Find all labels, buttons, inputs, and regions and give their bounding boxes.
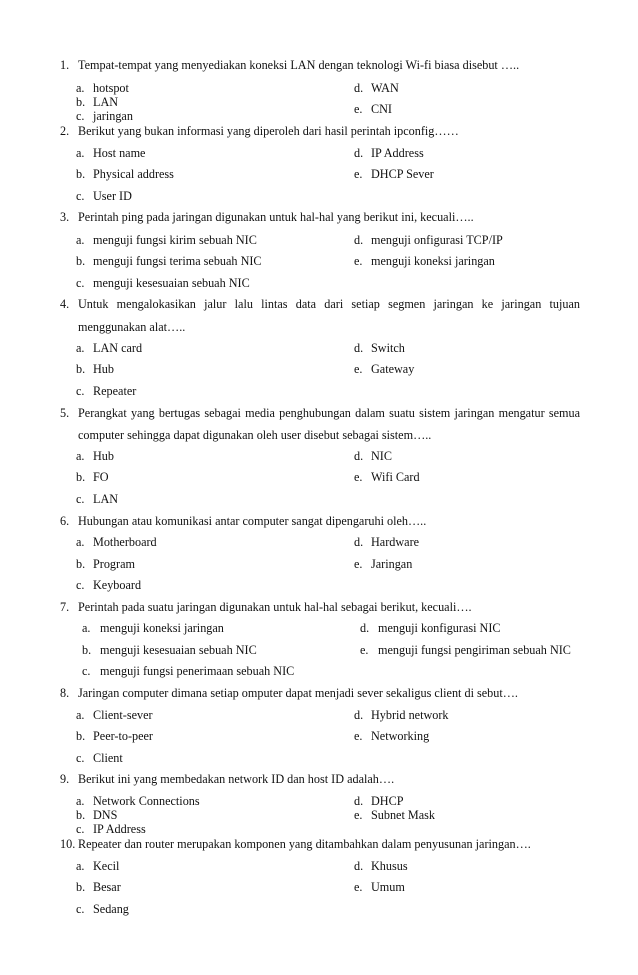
question-1-number: 1. [60, 58, 70, 72]
option-letter: e. [354, 102, 363, 116]
question-6-stem: Hubungan atau komunikasi antar computer sangat dipengaruhi oleh….. [78, 514, 427, 528]
option-letter: e. [354, 470, 363, 484]
option-text: DNS [93, 808, 118, 822]
option-text: Peer-to-peer [93, 729, 153, 743]
option-text: menguji fungsi penerimaan sebuah NIC [100, 664, 295, 678]
option-text: menguji koneksi jaringan [371, 254, 495, 268]
option-letter: c. [76, 109, 85, 123]
option-letter: b. [76, 808, 86, 822]
question-3-stem: Perintah ping pada jaringan digunakan untuk hal-hal yang berikut ini, kecuali….. [78, 210, 474, 224]
option-letter: d. [354, 535, 364, 549]
option-letter: e. [354, 557, 363, 571]
option-letter: a. [76, 146, 85, 160]
option-text: IP Address [371, 146, 424, 160]
option-text: Client-sever [93, 708, 153, 722]
option-text: Networking [371, 729, 430, 743]
option-letter: d. [354, 233, 364, 247]
question-5-stem-line2: computer sehingga dapat digunakan oleh user disebut sebagai sistem….. [78, 428, 432, 442]
option-letter: a. [76, 449, 85, 463]
question-7-number: 7. [60, 600, 70, 614]
question-6-number: 6. [60, 514, 70, 528]
question-4-number: 4. [60, 297, 70, 311]
question-9-number: 9. [60, 772, 70, 786]
option-text: jaringan [93, 109, 133, 123]
option-letter: b. [76, 880, 86, 894]
option-letter: d. [354, 341, 364, 355]
option-text: Umum [371, 880, 405, 894]
option-text: menguji kesesuaian sebuah NIC [93, 276, 250, 290]
option-text: menguji konfigurasi NIC [378, 621, 501, 635]
option-text: Wifi Card [371, 470, 420, 484]
option-letter: b. [76, 254, 86, 268]
option-text: Repeater [93, 384, 137, 398]
option-letter: b. [76, 95, 86, 109]
option-letter: c. [76, 189, 85, 203]
option-letter: d. [360, 621, 370, 635]
option-letter: a. [76, 81, 85, 95]
option-text: Network Connections [93, 794, 200, 808]
option-text: LAN card [93, 341, 143, 355]
option-letter: d. [354, 859, 364, 873]
option-letter: b. [82, 643, 92, 657]
question-1-stem: Tempat-tempat yang menyediakan koneksi LAN dengan teknologi Wi-fi biasa disebut ….. [78, 58, 520, 72]
option-text: LAN [93, 492, 119, 506]
option-text: Motherboard [93, 535, 157, 549]
question-4-stem-line1: Untuk mengalokasikan jalur lalu lintas data dari setiap segmen jaringan ke jaringan tujuan [78, 297, 580, 311]
option-letter: c. [76, 751, 85, 765]
option-letter: c. [76, 822, 85, 836]
option-text: menguji fungsi pengiriman sebuah NIC [378, 643, 571, 657]
option-text: menguji onfigurasi TCP/IP [371, 233, 503, 247]
option-text: Program [93, 557, 135, 571]
option-text: Sedang [93, 902, 129, 916]
option-text: Switch [371, 341, 405, 355]
option-text: DHCP [371, 794, 404, 808]
option-letter: b. [76, 362, 86, 376]
option-letter: a. [76, 794, 85, 808]
question-10-stem: Repeater dan router merupakan komponen yang ditambahkan dalam penyusunan jaringan…. [78, 837, 531, 851]
option-letter: c. [82, 664, 91, 678]
option-letter: d. [354, 81, 364, 95]
option-text: User ID [93, 189, 132, 203]
option-letter: b. [76, 557, 86, 571]
option-text: Khusus [371, 859, 408, 873]
option-text: Hybrid network [371, 708, 449, 722]
option-letter: d. [354, 794, 364, 808]
option-text: Kecil [93, 859, 120, 873]
option-text: IP Address [93, 822, 146, 836]
option-text: menguji koneksi jaringan [100, 621, 224, 635]
question-4-stem-line2: menggunakan alat….. [78, 320, 186, 334]
option-letter: e. [354, 254, 363, 268]
option-letter: d. [354, 449, 364, 463]
option-text: Client [93, 751, 123, 765]
option-text: WAN [371, 81, 399, 95]
option-text: Hub [93, 362, 114, 376]
option-text: menguji kesesuaian sebuah NIC [100, 643, 257, 657]
option-text: menguji fungsi kirim sebuah NIC [93, 233, 257, 247]
option-letter: b. [76, 470, 86, 484]
option-letter: e. [354, 362, 363, 376]
option-text: Host name [93, 146, 146, 160]
option-text: hotspot [93, 81, 129, 95]
question-5-number: 5. [60, 406, 70, 420]
option-text: Besar [93, 880, 121, 894]
option-text: Hardware [371, 535, 420, 549]
option-letter: d. [354, 146, 364, 160]
question-7-stem: Perintah pada suatu jaringan digunakan untuk hal-hal sebagai berikut, kecuali…. [78, 600, 472, 614]
option-letter: a. [76, 708, 85, 722]
option-text: NIC [371, 449, 392, 463]
question-3-number: 3. [60, 210, 70, 224]
option-letter: c. [76, 276, 85, 290]
option-text: Physical address [93, 167, 174, 181]
option-text: Subnet Mask [371, 808, 435, 822]
option-text: FO [93, 470, 109, 484]
option-text: Keyboard [93, 578, 142, 592]
option-letter: d. [354, 708, 364, 722]
option-text: DHCP Sever [371, 167, 434, 181]
option-letter: a. [82, 621, 91, 635]
question-8-number: 8. [60, 686, 70, 700]
option-letter: c. [76, 578, 85, 592]
question-2-number: 2. [60, 124, 70, 138]
question-2-stem: Berikut yang bukan informasi yang diperoleh dari hasil perintah ipconfig…… [78, 124, 459, 138]
option-letter: b. [76, 167, 86, 181]
option-letter: a. [76, 341, 85, 355]
option-text: LAN [93, 95, 119, 109]
option-letter: a. [76, 233, 85, 247]
option-text: Jaringan [371, 557, 413, 571]
option-letter: e. [354, 880, 363, 894]
question-10-number: 10. [60, 837, 76, 851]
option-letter: c. [76, 902, 85, 916]
option-text: CNI [371, 102, 392, 116]
option-letter: c. [76, 492, 85, 506]
option-letter: e. [354, 808, 363, 822]
option-text: Hub [93, 449, 114, 463]
option-letter: c. [76, 384, 85, 398]
option-letter: a. [76, 859, 85, 873]
question-8-stem: Jaringan computer dimana setiap omputer dapat menjadi sever sekaligus client di sebut…. [78, 686, 518, 700]
option-letter: e. [354, 729, 363, 743]
option-letter: e. [354, 167, 363, 181]
question-9-stem: Berikut ini yang membedakan network ID dan host ID adalah…. [78, 772, 395, 786]
option-text: Gateway [371, 362, 415, 376]
option-letter: b. [76, 729, 86, 743]
question-5-stem-line1: Perangkat yang bertugas sebagai media penghubungan dalam suatu sistem jaringan mengatur semua [78, 406, 580, 420]
option-letter: a. [76, 535, 85, 549]
option-text: menguji fungsi terima sebuah NIC [93, 254, 262, 268]
option-letter: e. [360, 643, 369, 657]
